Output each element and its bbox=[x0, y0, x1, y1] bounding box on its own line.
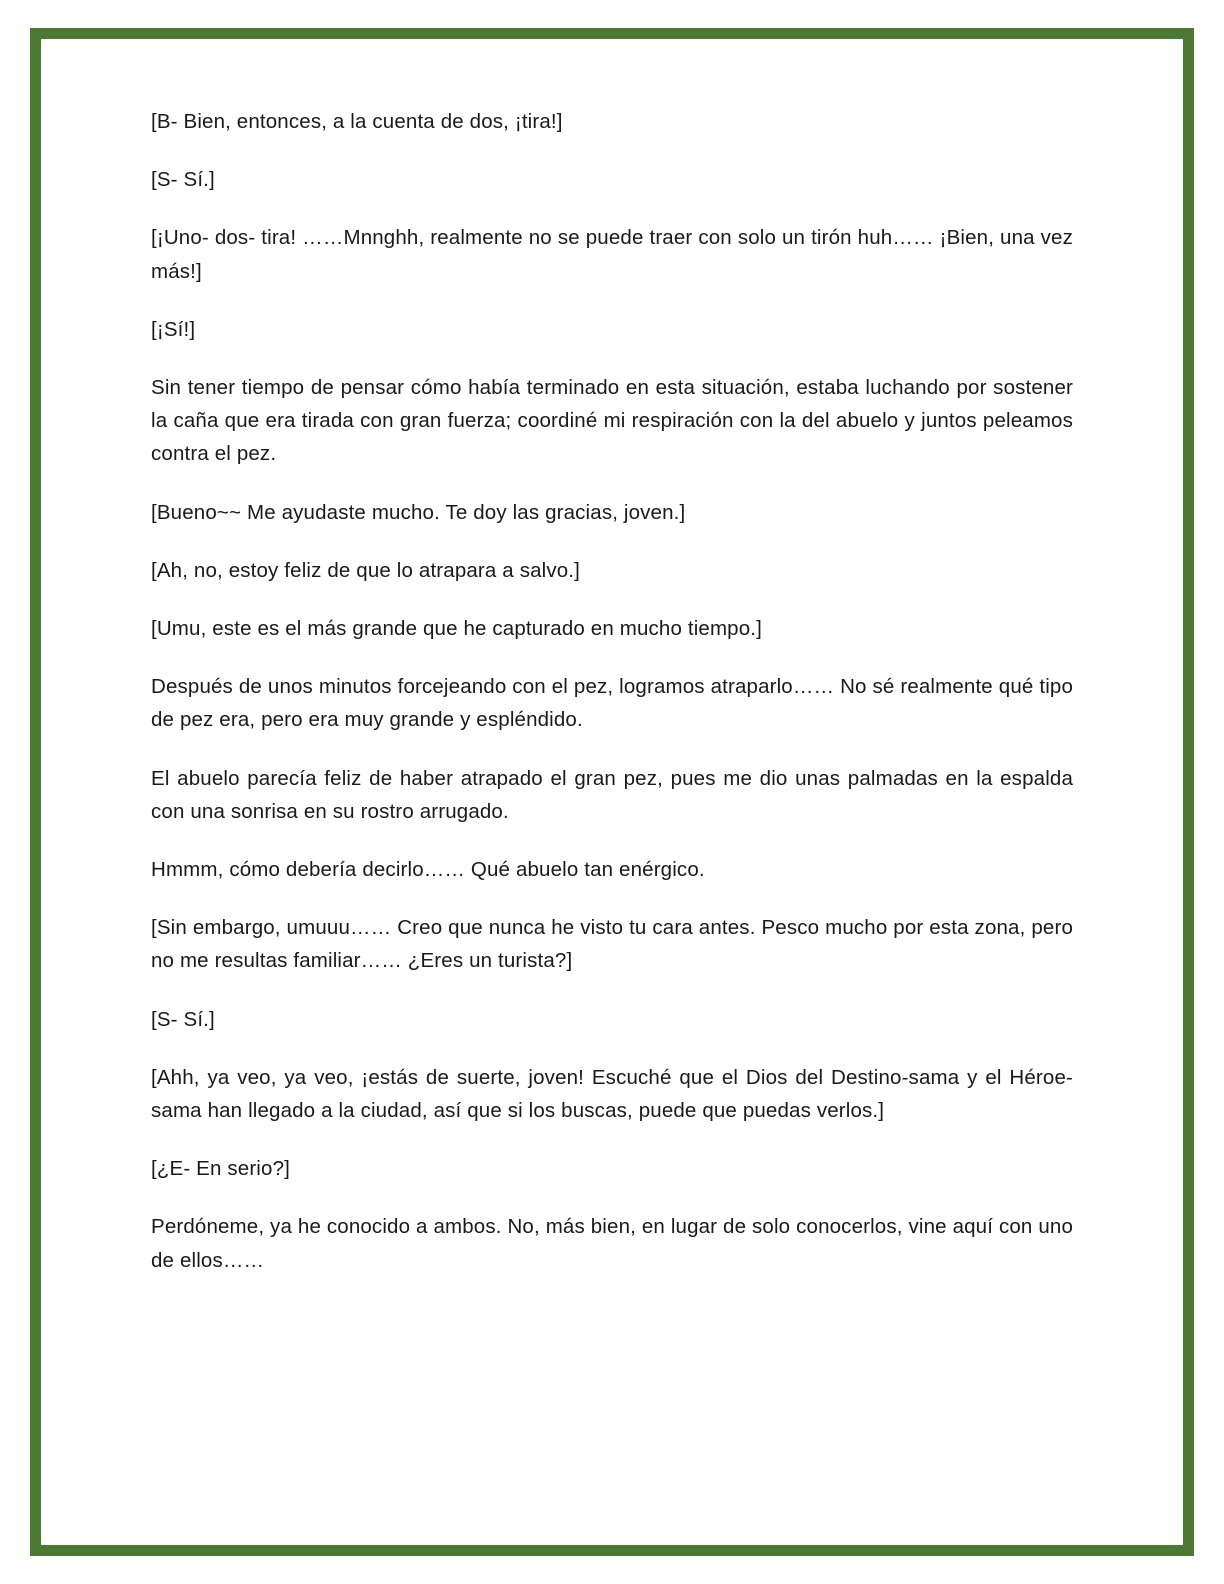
paragraph: Perdóneme, ya he conocido a ambos. No, más bien, en lugar de solo conocerlos, vine aquí con uno de ellos…… bbox=[151, 1215, 1073, 1272]
paragraph: [S- Sí.] bbox=[151, 168, 215, 192]
paragraph: [S- Sí.] bbox=[151, 1007, 215, 1031]
document-body bbox=[151, 105, 1073, 1277]
paragraph: Sin tener tiempo de pensar cómo había terminado en esta situación, estaba luchando por sostener la caña que era tirada con gran fuerza; coordiné mi respiración con la del abuelo y juntos peleamos contra el pez. bbox=[151, 376, 1073, 466]
paragraph: [¡Uno- dos- tira! ……Mnnghh, realmente no se puede traer con solo un tirón huh…… ¡Bien, una vez más!] bbox=[151, 226, 1073, 283]
paragraph: [Umu, este es el más grande que he capturado en mucho tiempo.] bbox=[151, 617, 762, 641]
paragraph: [B- Bien, entonces, a la cuenta de dos, ¡tira!] bbox=[151, 110, 563, 133]
paragraph: Hmmm, cómo debería decirlo…… Qué abuelo tan enérgico. bbox=[151, 858, 705, 882]
page-border-frame bbox=[30, 28, 1194, 1556]
paragraph: [Bueno~~ Me ayudaste mucho. Te doy las gracias, joven.] bbox=[151, 500, 686, 524]
paragraph: Después de unos minutos forcejeando con el pez, logramos atraparlo…… No sé realmente qué tipo de pez era, pero era muy grande y espléndido. bbox=[151, 675, 1073, 732]
paragraph: El abuelo parecía feliz de haber atrapado el gran pez, pues me dio unas palmadas en la espalda con una sonrisa en su rostro arrugado. bbox=[151, 766, 1073, 823]
paragraph: [Sin embargo, umuuu…… Creo que nunca he visto tu cara antes. Pesco mucho por esta zona, pero no me resultas familiar…… ¿Eres un turista?] bbox=[151, 916, 1073, 973]
paragraph: [Ah, no, estoy feliz de que lo atrapara a salvo.] bbox=[151, 558, 580, 582]
paragraph: [Ahh, ya veo, ya veo, ¡estás de suerte, joven! Escuché que el Dios del Destino-sama y el Héroe-sama han llegado a la ciudad, así que si los buscas, puede que puedas verlos.] bbox=[151, 1065, 1073, 1123]
page-content-area bbox=[41, 39, 1183, 1545]
paragraph: [¿E- En serio?] bbox=[151, 1157, 290, 1181]
paragraph: [¡Sí!] bbox=[151, 317, 196, 341]
